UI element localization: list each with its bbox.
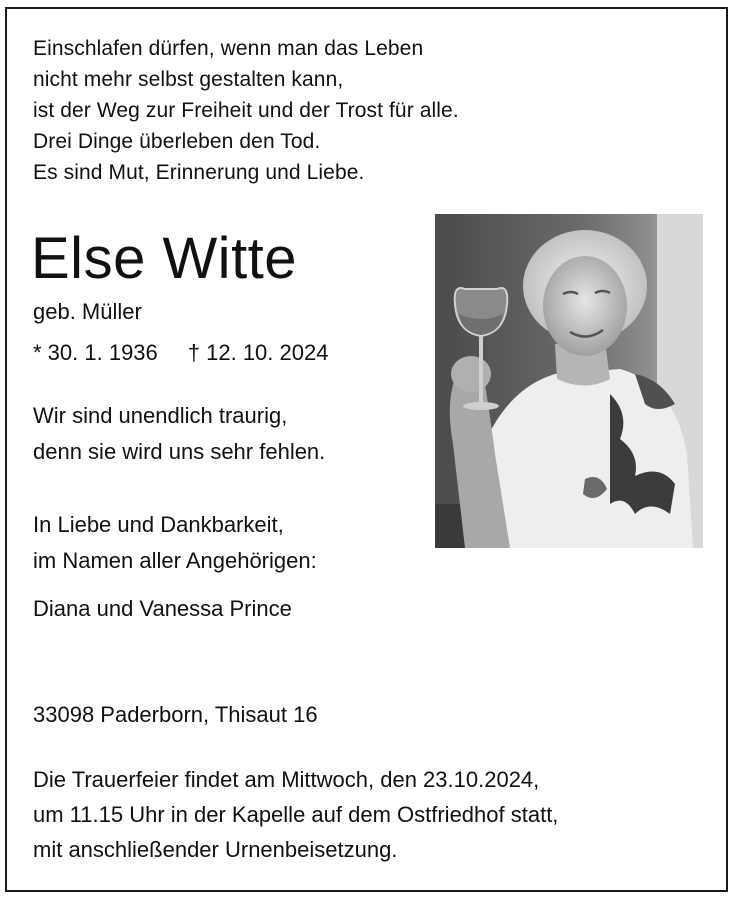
portrait-illustration [435,214,703,548]
birth-name: geb. Müller [33,299,142,324]
memorial-verse [33,33,459,188]
verse-line: ist der Weg zur Freiheit und der Trost für alle. [33,99,459,122]
deceased-name: Else Witte [31,226,298,291]
address: 33098 Paderborn, Thisaut 16 [33,702,318,727]
funeral-service-info [33,762,558,867]
verse-line: Es sind Mut, Erinnerung und Liebe. [33,161,365,184]
sorrow-line: denn sie wird uns sehr fehlen. [33,439,326,464]
verse-line: nicht mehr selbst gestalten kann, [33,68,344,91]
portrait-photo [435,214,703,548]
thanks-line: In Liebe und Dankbarkeit, [33,512,284,537]
service-line: Die Trauerfeier findet am Mittwoch, den 23.10.2024, [33,767,540,792]
birth-date: * 30. 1. 1936 [33,340,158,365]
sorrow-text [33,398,325,470]
service-line: um 11.15 Uhr in der Kapelle auf dem Ostfriedhof statt, [33,802,559,827]
verse-line: Einschlafen dürfen, wenn man das Leben [33,37,424,60]
verse-line: Drei Dinge überleben den Tod. [33,130,321,153]
thanks-line: im Namen aller Angehörigen: [33,548,317,573]
signers: Diana und Vanessa Prince [33,596,292,621]
death-date: † 12. 10. 2024 [187,340,329,365]
sorrow-line: Wir sind unendlich traurig, [33,403,288,428]
life-dates [33,337,328,369]
thanks-text [33,507,317,579]
service-line: mit anschließender Urnenbeisetzung. [33,837,398,862]
